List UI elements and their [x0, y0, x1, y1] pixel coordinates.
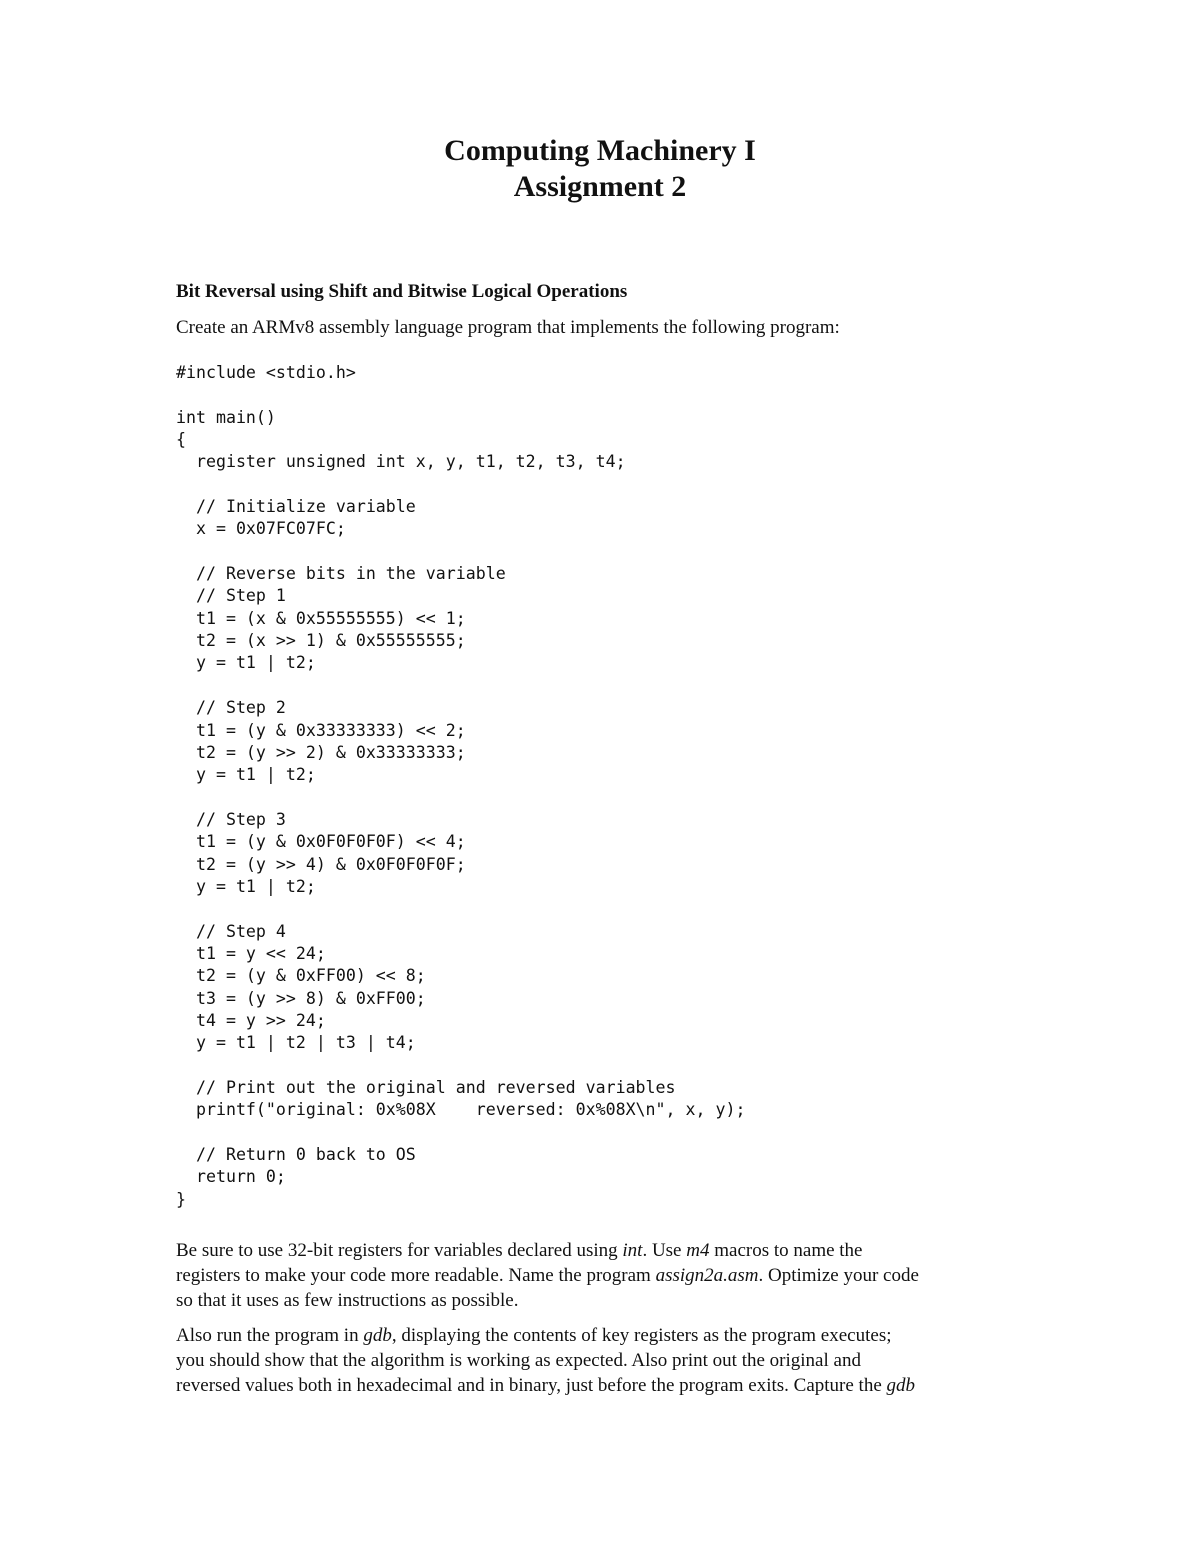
- intro-text: Create an ARMv8 assembly language program that implements the following program:: [176, 317, 840, 338]
- code-line: register unsigned int x, y, t1, t2, t3, t4;: [176, 452, 626, 472]
- code-line: t4 = y >> 24;: [176, 1010, 326, 1030]
- code-line: t2 = (y >> 2) & 0x33333333;: [176, 742, 466, 762]
- code-line: t1 = (x & 0x55555555) << 1;: [176, 608, 466, 628]
- title-line-course: Computing Machinery I: [444, 134, 756, 167]
- paragraph-line: [176, 1373, 1036, 1398]
- code-line: // Initialize variable: [176, 497, 416, 517]
- text-run: registers to make your code more readable. Name the program: [176, 1265, 656, 1286]
- code-line: [176, 675, 745, 697]
- keyword-m4: m4: [686, 1240, 710, 1261]
- title-line-assignment: Assignment 2: [513, 170, 687, 203]
- code-line: {: [176, 430, 186, 450]
- code-line: [176, 898, 745, 920]
- code-line: printf("original: 0x%08X reversed: 0x%08X\n", x, y);: [176, 1100, 746, 1120]
- code-line: y = t1 | t2;: [176, 876, 316, 896]
- program-filename: assign2a.asm: [655, 1265, 759, 1286]
- code-line: int main(): [176, 407, 276, 427]
- section-heading: Bit Reversal using Shift and Bitwise Logical Operations: [176, 281, 628, 302]
- gdb-paragraph: [176, 1323, 1036, 1398]
- document-title: [0, 133, 1200, 205]
- code-listing: [176, 362, 745, 1211]
- keyword-gdb: gdb: [363, 1325, 392, 1346]
- paragraph-line: [176, 1238, 1036, 1263]
- code-line: [176, 474, 745, 496]
- code-line: // Step 2: [176, 698, 286, 718]
- paragraph-line: [176, 1323, 1036, 1348]
- paragraph-line: you should show that the algorithm is working as expected. Also print out the original and: [176, 1350, 861, 1371]
- code-line: t3 = (y >> 8) & 0xFF00;: [176, 988, 426, 1008]
- code-line: #include <stdio.h>: [176, 363, 356, 382]
- code-line: [176, 787, 745, 809]
- text-run: reversed values both in hexadecimal and in binary, just before the program exits. Capture the: [176, 1375, 887, 1396]
- text-run: . Optimize your code: [758, 1265, 919, 1286]
- code-line: t1 = (y & 0x0F0F0F0F) << 4;: [176, 832, 466, 852]
- code-line: t2 = (y & 0xFF00) << 8;: [176, 966, 426, 986]
- code-line: t2 = (y >> 4) & 0x0F0F0F0F;: [176, 854, 466, 874]
- code-line: // Print out the original and reversed variables: [176, 1078, 676, 1097]
- keyword-gdb: gdb: [886, 1375, 916, 1396]
- code-line: }: [176, 1189, 186, 1209]
- code-line: return 0;: [176, 1167, 286, 1187]
- text-run: . Use: [642, 1240, 687, 1261]
- code-line: // Return 0 back to OS: [176, 1145, 416, 1165]
- code-line: [176, 541, 745, 563]
- code-line: y = t1 | t2;: [176, 765, 316, 785]
- code-line: y = t1 | t2;: [176, 653, 316, 673]
- code-line: // Reverse bits in the variable: [176, 564, 506, 584]
- code-line: [176, 384, 745, 406]
- code-line: t1 = (y & 0x33333333) << 2;: [176, 720, 466, 740]
- code-line: y = t1 | t2 | t3 | t4;: [176, 1033, 416, 1053]
- code-line: // Step 1: [176, 586, 286, 606]
- code-line: t1 = y << 24;: [176, 943, 326, 963]
- paragraph-line: [176, 1263, 1036, 1288]
- code-line: t2 = (x >> 1) & 0x55555555;: [176, 631, 466, 651]
- code-line: x = 0x07FC07FC;: [176, 519, 346, 539]
- text-run: Be sure to use 32-bit registers for variables declared using: [176, 1240, 623, 1261]
- text-run: , displaying the contents of key registers as the program executes;: [391, 1325, 892, 1346]
- code-line: [176, 1122, 745, 1144]
- text-run: macros to name the: [709, 1240, 863, 1261]
- instructions-paragraph: [176, 1238, 1036, 1313]
- paragraph-line: so that it uses as few instructions as possible.: [176, 1290, 519, 1311]
- text-run: Also run the program in: [176, 1325, 364, 1346]
- code-line: // Step 4: [176, 921, 286, 941]
- keyword-int: int: [622, 1240, 643, 1261]
- code-line: [176, 1055, 745, 1077]
- code-line: // Step 3: [176, 809, 286, 829]
